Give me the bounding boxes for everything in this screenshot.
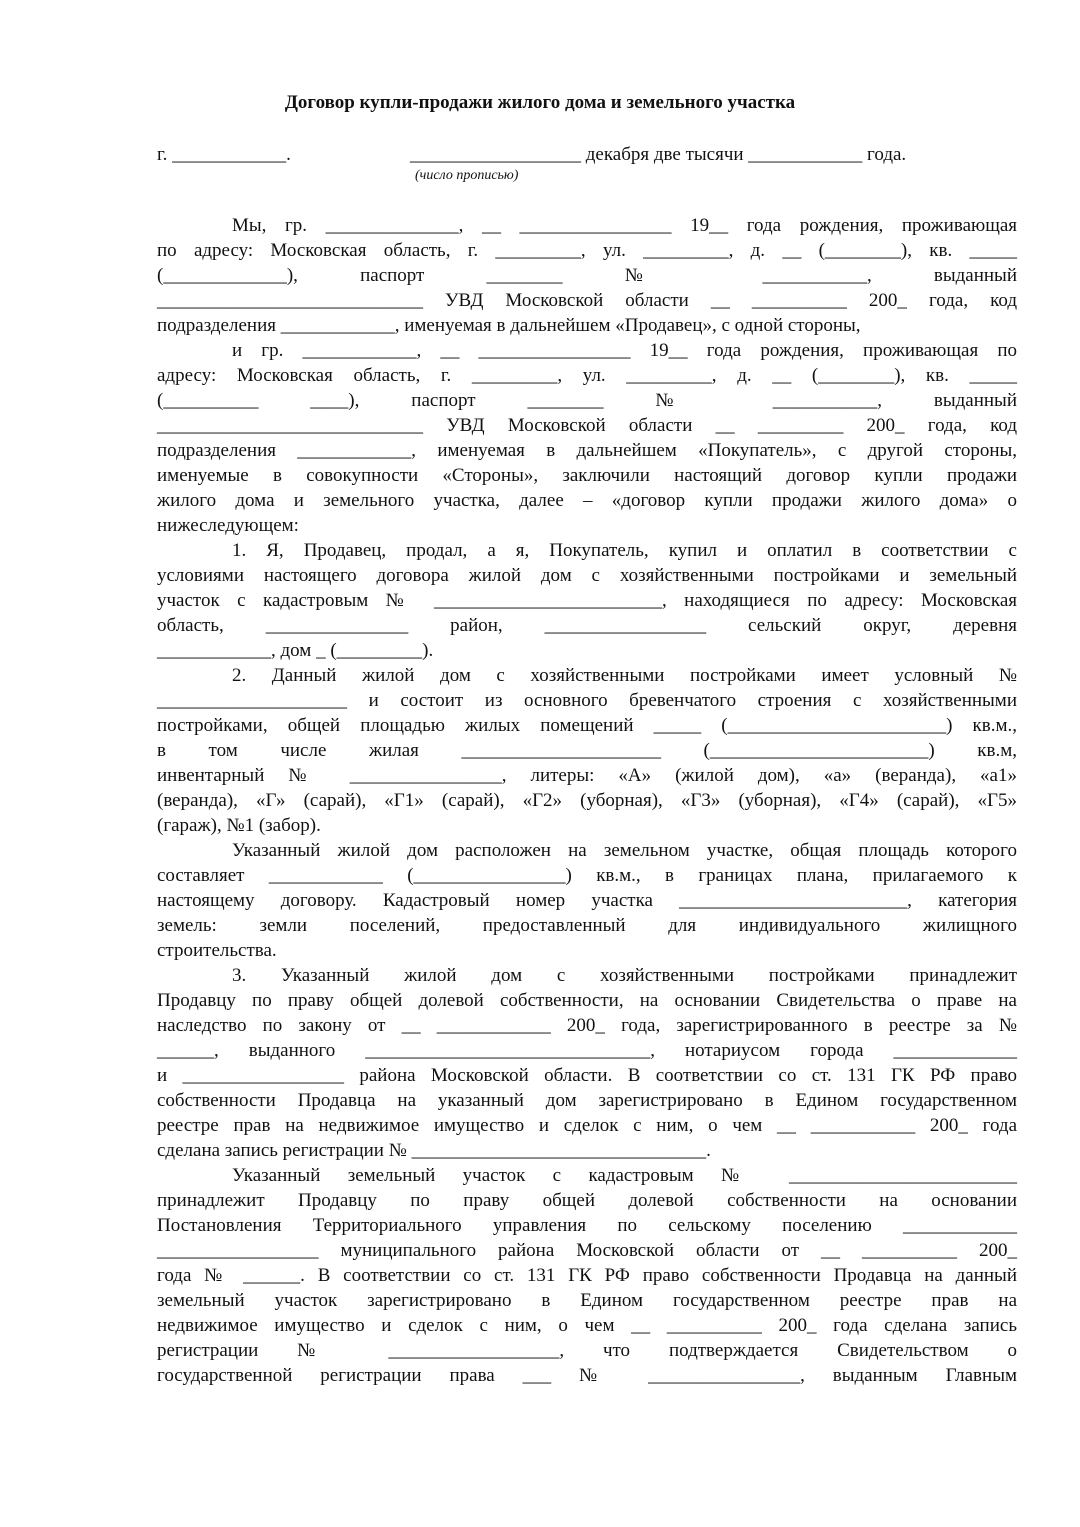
text-line: именуемые в совокупности «Стороны», заключили настоящий договор купли продажи [157,465,1017,486]
text-line: (гараж), №1 (забор). [157,815,321,836]
text-line: постройками, общей площадью жилых помещений _____ (_______________________) кв.м., [157,715,1017,736]
text-line: ____________________________ УВД Московской области __ __________ 200_ года, код [157,290,1017,311]
text-line: Продавцу по праву общей долевой собственности, на основании Свидетельства о праве на [157,990,1017,1011]
text-line: (_____________), паспорт ________ № ___________, выданный [157,265,1017,286]
text-line: настоящему договору. Кадастровый номер участка ________________________, категория [157,890,1017,911]
text-line: ____________________________ УВД Московской области __ _________ 200_ года, код [157,415,1017,436]
text-line: ____________, дом _ (_________). [157,640,434,661]
text-line: инвентарный № ________________, литеры: «А» (жилой дом), «а» (веранда), «а1» [157,765,1017,786]
text-line: подразделения ____________, именуемая в дальнейшем «Покупатель», с другой стороны, [157,440,1017,461]
text-line: Постановления Территориального управления по сельскому поселению ____________ [157,1215,1017,1236]
text-line: реестре прав на недвижимое имущество и сделок с ним, о чем __ ___________ 200_ года [157,1115,1017,1136]
text-line: ______, выданного ______________________________, нотариусом города _____________ [157,1040,1017,1061]
document-body [157,213,1017,1388]
text-line: _________________ муниципального района Московской области от __ __________ 200_ [157,1240,1017,1261]
text-line: жилого дома и земельного участка, далее – «договор купли продажи жилого дома» о [157,490,1017,511]
text-line: ____________________ и состоит из основного бревенчатого строения с хозяйственными [157,690,1017,711]
text-line: недвижимое имущество и сделок с ним, о чем __ __________ 200_ года сделана запись [157,1315,1017,1336]
text-line: 3. Указанный жилой дом с хозяйственными постройками принадлежит [232,965,1017,986]
text-line: участок с кадастровым № ________________________, находящиеся по адресу: Московская [157,590,1017,611]
text-line: сделана запись регистрации № _______________________________. [157,1140,711,1161]
text-line: (__________ ____), паспорт ________ № ___________, выданный [157,390,1017,411]
text-line: государственной регистрации права ___ № ________________, выданным Главным [157,1365,1017,1386]
text-line: подразделения ____________, именуемая в дальнейшем «Продавец», с одной стороны, [157,315,861,336]
text-line: принадлежит Продавцу по праву общей долевой собственности на основании [157,1190,1017,1211]
city-field: г. ____________. [157,144,291,165]
text-line: и _________________ района Московской области. В соответствии со ст. 131 ГК РФ право [157,1065,1017,1086]
text-line: адресу: Московская область, г. _________, ул. _________, д. __ (________), кв. _____ [157,365,1017,386]
text-line: область, _______________ район, _________________ сельский округ, деревня [157,615,1017,636]
text-line: по адресу: Московская область, г. _________, ул. _________, д. __ (________), кв. _____ [157,240,1017,261]
text-line: наследство по закону от __ ____________ 200_ года, зарегистрированного в реестре за № [157,1015,1017,1036]
text-line: года № ______. В соответствии со ст. 131 ГК РФ право собственности Продавца на данный [157,1265,1017,1286]
text-line: 2. Данный жилой дом с хозяйственными постройками имеет условный № [232,665,1017,686]
header-line [157,143,1017,167]
text-line: Указанный жилой дом расположен на земельном участке, общая площадь которого [232,840,1017,861]
text-line: 1. Я, Продавец, продал, а я, Покупатель, купил и оплатил в соответствии с [232,540,1017,561]
text-line: в том числе жилая _____________________ (_______________________) кв.м, [157,740,1017,761]
text-line: составляет ____________ (________________) кв.м., в границах плана, прилагаемого к [157,865,1017,886]
text-line: условиями настоящего договора жилой дом с хозяйственными постройками и земельный [157,565,1017,586]
text-line: строительства. [157,940,277,961]
text-line: земельный участок зарегистрировано в Едином государственном реестре прав на [157,1290,1017,1311]
text-line: Указанный земельный участок с кадастровым № ________________________ [232,1165,1017,1186]
text-line: регистрации № __________________, что подтверждается Свидетельством о [157,1340,1017,1361]
date-hint: (число прописью) [415,168,519,183]
text-line: (веранда), «Г» (сарай), «Г1» (сарай), «Г2» (уборная), «Г3» (уборная), «Г4» (сарай), «Г5» [157,790,1017,811]
date-field: __________________ декабря две тысячи ____________ года. [410,144,907,165]
text-line: нижеследующем: [157,515,299,536]
text-line: Мы, гр. ______________, __ ________________ 19__ года рождения, проживающая [232,215,1017,236]
text-line: собственности Продавца на указанный дом зарегистрировано в Едином государственном [157,1090,1017,1111]
document-title: Договор купли-продажи жилого дома и земельного участка [284,92,796,113]
text-line: и гр. ____________, __ ________________ 19__ года рождения, проживающая по [232,340,1017,361]
text-line: земель: земли поселений, предоставленный для индивидуального жилищного [157,915,1017,936]
